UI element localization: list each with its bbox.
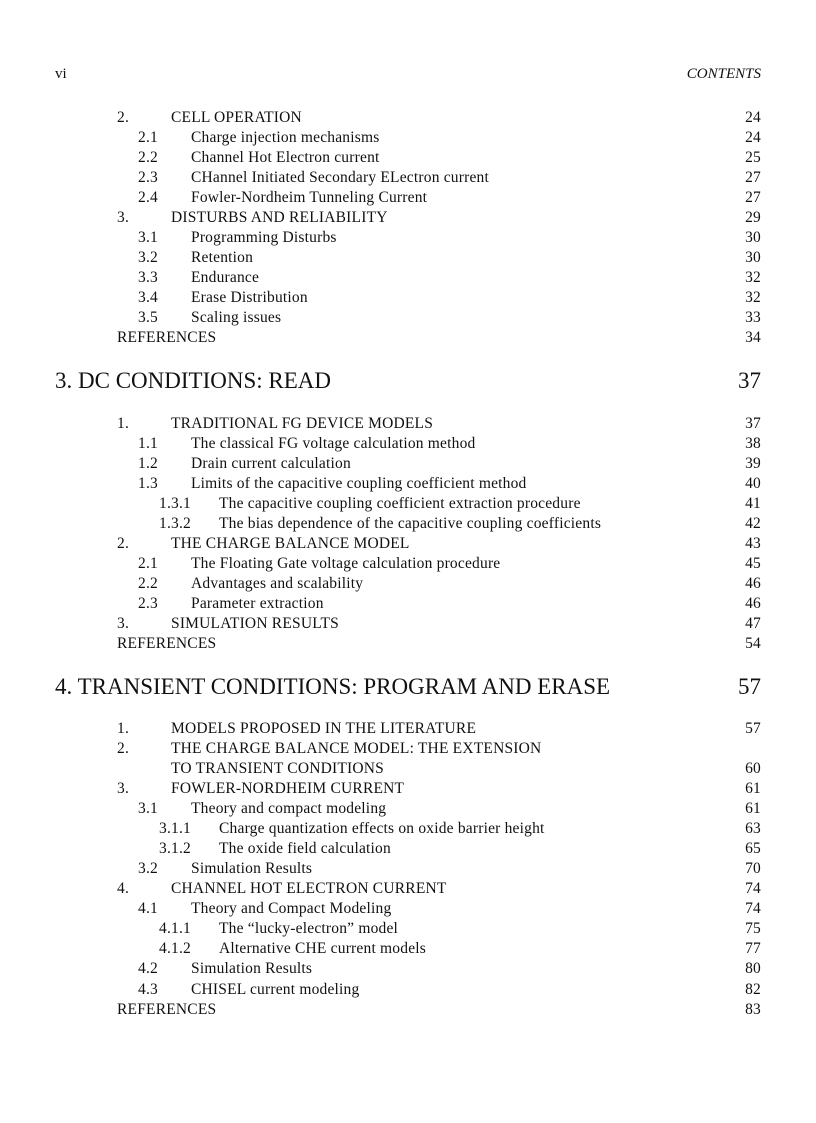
toc-entry-page: 47 [745,615,761,632]
toc-entry[interactable] [117,109,761,129]
toc-entry-page: 43 [745,535,761,552]
toc-entry[interactable] [138,249,761,269]
toc-entry-title: The oxide field calculation [219,840,391,857]
toc-entry[interactable] [159,840,761,860]
toc-entry-title: The classical FG voltage calculation method [191,435,476,452]
toc-entry-number: 2.3 [138,595,158,612]
toc-entry-number: 3.5 [138,309,158,326]
toc-entry-page: 83 [745,1001,761,1018]
toc-entry[interactable] [117,535,761,555]
toc-entry[interactable] [159,940,761,960]
toc-entry[interactable] [138,309,761,329]
toc-entry[interactable] [159,820,761,840]
toc-entry-title: The bias dependence of the capacitive coupling coefficients [219,515,602,532]
toc-entry-page: 27 [745,169,761,186]
toc-entry-page: 45 [745,555,761,572]
toc-entry-number: 2. [117,740,130,757]
toc-entry[interactable] [159,495,761,515]
toc-entry-page: 24 [745,109,761,126]
toc-entry-title: CELL OPERATION [171,109,302,126]
toc-entry-number: 3.1.2 [159,840,191,857]
toc-entry-references[interactable] [117,635,761,655]
toc-entry-title: The capacitive coupling coefficient extraction procedure [219,495,581,512]
toc-entry-page: 34 [745,329,761,346]
toc-entry[interactable] [117,615,761,635]
toc-entry-title: Theory and compact modeling [191,800,387,817]
toc-entry-title: Alternative CHE current models [219,940,427,957]
toc-entry-number: 1. [117,415,130,432]
toc-entry[interactable] [159,515,761,535]
toc-entry-page: 63 [745,820,761,837]
toc-entry[interactable] [138,169,761,189]
toc-entry-page: 65 [745,840,761,857]
toc-entry-title: Advantages and scalability [191,575,364,592]
toc-entry-title: Theory and Compact Modeling [191,900,392,917]
page-number: vi [55,66,67,82]
toc-entry-page: 38 [745,435,761,452]
toc-entry-number: 4.1 [138,900,158,917]
toc-entry[interactable] [117,720,761,740]
toc-entry-title: REFERENCES [117,635,217,652]
toc-entry-number: 3.3 [138,269,158,286]
toc-entry-title: THE CHARGE BALANCE MODEL: THE EXTENSION [171,740,542,757]
toc-entry-title: CHANNEL HOT ELECTRON CURRENT [171,880,447,897]
page-header [55,66,761,86]
toc-entry-page: 25 [745,149,761,166]
toc-entry-number: 4.1.1 [159,920,191,937]
toc-entry-number: 2. [117,535,130,552]
toc-entry-number: 2.2 [138,149,158,166]
toc-entry-title: REFERENCES [117,1001,217,1018]
toc-entry-page: 54 [745,635,761,652]
toc-entry[interactable] [138,129,761,149]
toc-entry-number: 3.1 [138,800,158,817]
toc-entry-page: 40 [745,475,761,492]
toc-entry-title: Scaling issues [191,309,282,326]
toc-entry-page: 75 [745,920,761,937]
toc-entry[interactable] [138,149,761,169]
toc-entry[interactable] [138,860,761,880]
toc-entry-page: 61 [745,800,761,817]
toc-entry-title: Drain current calculation [191,455,351,472]
toc-entry[interactable] [138,455,761,475]
toc-entry[interactable] [138,900,761,920]
toc-entry-title: Simulation Results [191,860,313,877]
toc-entry-number: 4. [117,880,130,897]
toc-entry-title: Channel Hot Electron current [191,149,380,166]
toc-entry-page: 80 [745,960,761,977]
toc-entry-title: CHannel Initiated Secondary ELectron current [191,169,490,186]
toc-entry[interactable] [117,740,761,760]
toc-entry-number: 3.2 [138,860,158,877]
toc-entry-page: 74 [745,880,761,897]
toc-entry-page: 30 [745,229,761,246]
toc-entry-title: DISTURBS AND RELIABILITY [171,209,388,226]
toc-entry-number: 3.1.1 [159,820,191,837]
toc-entry-page: 33 [745,309,761,326]
toc-entry-page: 32 [745,269,761,286]
toc-entry-title: TRADITIONAL FG DEVICE MODELS [171,415,434,432]
chapter-heading[interactable] [55,368,761,398]
toc-entry-number: 3. [117,780,130,797]
toc-entry-number: 2.2 [138,575,158,592]
toc-entry-references[interactable] [117,1001,761,1021]
toc-entry-title: THE CHARGE BALANCE MODEL [171,535,410,552]
toc-entry-number: 4.2 [138,960,158,977]
toc-entry-page: 29 [745,209,761,226]
toc-entry-continuation[interactable] [117,760,761,780]
toc-entry-page: 46 [745,595,761,612]
chapter-title: 4. TRANSIENT CONDITIONS: PROGRAM AND ERASE [55,674,611,699]
toc-entry-title: REFERENCES [117,329,217,346]
toc-entry-page: 42 [745,515,761,532]
toc-entry-page: 30 [745,249,761,266]
toc-entry-page: 27 [745,189,761,206]
toc-entry[interactable] [159,920,761,940]
toc-entry-title: Charge injection mechanisms [191,129,380,146]
toc-entry-title: Programming Disturbs [191,229,337,246]
toc-entry-title: CHISEL current modeling [191,981,360,998]
toc-entry-page: 60 [745,760,761,777]
toc-entry-title: FOWLER-NORDHEIM CURRENT [171,780,405,797]
toc-entry[interactable] [138,269,761,289]
toc-entry-number: 1.1 [138,435,158,452]
toc-entry-number: 4.1.2 [159,940,191,957]
toc-entry[interactable] [138,960,761,980]
toc-entry-page: 37 [745,415,761,432]
toc-entry-number: 1.3.2 [159,515,191,532]
toc-entry-title: Charge quantization effects on oxide barrier height [219,820,545,837]
toc-entry-number: 2.4 [138,189,158,206]
chapter-heading[interactable] [55,674,761,704]
toc-entry-page: 39 [745,455,761,472]
toc-entry-page: 61 [745,780,761,797]
toc-entry-title: The “lucky-electron” model [219,920,399,937]
toc-entry-number: 2.3 [138,169,158,186]
running-title: CONTENTS [686,66,761,82]
toc-entry-page: 82 [745,981,761,998]
toc-entry-page: 32 [745,289,761,306]
toc-entry-references[interactable] [117,329,761,349]
toc-entry[interactable] [138,475,761,495]
toc-entry-number: 1.3 [138,475,158,492]
toc-entry[interactable] [138,229,761,249]
toc-entry[interactable] [138,981,761,1001]
toc-entry-number: 1.3.1 [159,495,191,512]
toc-entry[interactable] [138,435,761,455]
toc-entry[interactable] [138,189,761,209]
toc-entry-title: Simulation Results [191,960,313,977]
toc-entry[interactable] [117,880,761,900]
toc-entry-page: 70 [745,860,761,877]
toc-entry-number: 2.1 [138,555,158,572]
chapter-page: 57 [738,674,761,699]
toc-entry-page: 46 [745,575,761,592]
toc-entry[interactable] [117,415,761,435]
toc-entry[interactable] [138,800,761,820]
toc-entry-page: 24 [745,129,761,146]
toc-entry[interactable] [117,780,761,800]
toc-entry-title: MODELS PROPOSED IN THE LITERATURE [171,720,477,737]
toc-entry-number: 2.1 [138,129,158,146]
toc-entry-title: Retention [191,249,254,266]
toc-entry-number: 1. [117,720,130,737]
toc-entry-page: 74 [745,900,761,917]
toc-entry[interactable] [138,595,761,615]
toc-entry-title: Limits of the capacitive coupling coefficient method [191,475,527,492]
toc-entry-number: 3.4 [138,289,158,306]
toc-entry-page: 77 [745,940,761,957]
toc-entry[interactable] [138,575,761,595]
toc-entry-number: 3.1 [138,229,158,246]
toc-entry-number: 3. [117,615,130,632]
toc-entry-number: 1.2 [138,455,158,472]
toc-entry[interactable] [138,555,761,575]
toc-entry-title: Fowler-Nordheim Tunneling Current [191,189,428,206]
toc-entry-title: The Floating Gate voltage calculation procedure [191,555,501,572]
toc-entry-page: 57 [745,720,761,737]
toc-entry[interactable] [117,209,761,229]
chapter-page: 37 [738,368,761,393]
toc-entry-page: 41 [745,495,761,512]
toc-entry-title: TO TRANSIENT CONDITIONS [171,760,384,777]
toc-entry-number: 3. [117,209,130,226]
toc-entry-title: Endurance [191,269,260,286]
toc-entry[interactable] [138,289,761,309]
toc-entry-title: Erase Distribution [191,289,308,306]
toc-entry-number: 4.3 [138,981,158,998]
toc-entry-number: 2. [117,109,130,126]
toc-entry-title: SIMULATION RESULTS [171,615,339,632]
toc-entry-title: Parameter extraction [191,595,324,612]
chapter-title: 3. DC CONDITIONS: READ [55,368,331,393]
toc-entry-number: 3.2 [138,249,158,266]
